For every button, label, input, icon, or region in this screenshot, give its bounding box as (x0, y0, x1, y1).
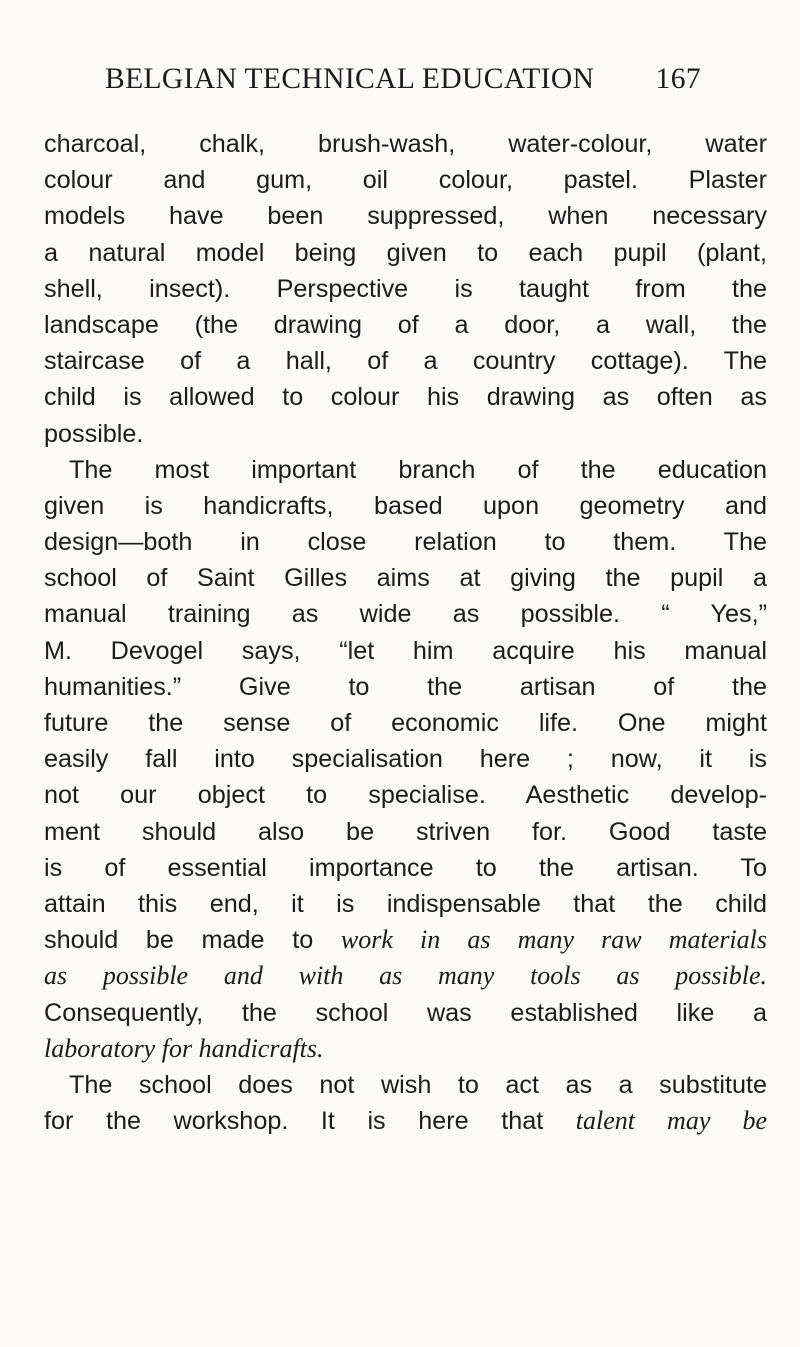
italic-text: as possible and with as many tools as possible. (44, 961, 767, 991)
text-line: should be made to work in as many raw materials (44, 925, 767, 955)
text-line: a natural model being given to each pupil (plant, (44, 238, 767, 267)
italic-text: talent may be (575, 1106, 767, 1136)
page-number: 167 (655, 63, 701, 95)
text-line: colour and gum, oil colour, pastel. Plaster (44, 166, 767, 195)
body-text (44, 126, 767, 1139)
text-line: charcoal, chalk, brush-wash, water-colour, water (44, 130, 767, 158)
paragraph-first-line: The most important branch of the education (69, 455, 767, 484)
text-line: child is allowed to colour his drawing as often as (44, 383, 767, 412)
text-line: landscape (the drawing of a door, a wall, the (44, 310, 767, 339)
italic-text: work in as many raw materials (340, 925, 767, 955)
text-line: design—both in close relation to them. The (44, 528, 767, 557)
text-line: attain this end, it is indispensable that the child (44, 889, 767, 918)
paragraph-end-line: possible. (44, 419, 144, 448)
text-line: M. Devogel says, “let him acquire his manual (44, 636, 767, 665)
text-line: staircase of a hall, of a country cottage). The (44, 347, 767, 376)
paragraph-first-line: The school does not wish to act as a substitute (69, 1070, 767, 1099)
text-line: school of Saint Gilles aims at giving the pupil a (44, 564, 767, 593)
text-line: for the workshop. It is here that talent may be (44, 1106, 767, 1136)
text-line: ment should also be striven for. Good taste (44, 817, 767, 846)
text-line: future the sense of economic life. One might (44, 709, 767, 737)
text-line: not our object to specialise. Aesthetic develop- (44, 781, 767, 810)
text-line: Consequently, the school was established like a (44, 998, 767, 1027)
text-line: manual training as wide as possible. “ Yes,” (44, 600, 767, 629)
text-line: models have been suppressed, when necessary (44, 202, 767, 231)
running-title: BELGIAN TECHNICAL EDUCATION (105, 63, 595, 95)
italic-text: laboratory for handicrafts. (44, 1033, 324, 1063)
text-line: given is handicrafts, based upon geometry and (44, 491, 767, 520)
paragraph-end-line (44, 1031, 767, 1067)
text-line: humanities.” Give to the artisan of the (44, 672, 767, 701)
text-line: is of essential importance to the artisan. To (44, 853, 767, 882)
text-line (44, 958, 767, 994)
text-line: shell, insect). Perspective is taught from the (44, 274, 767, 303)
text-line: easily fall into specialisation here ; now, it is (44, 745, 767, 774)
running-header (0, 61, 800, 97)
